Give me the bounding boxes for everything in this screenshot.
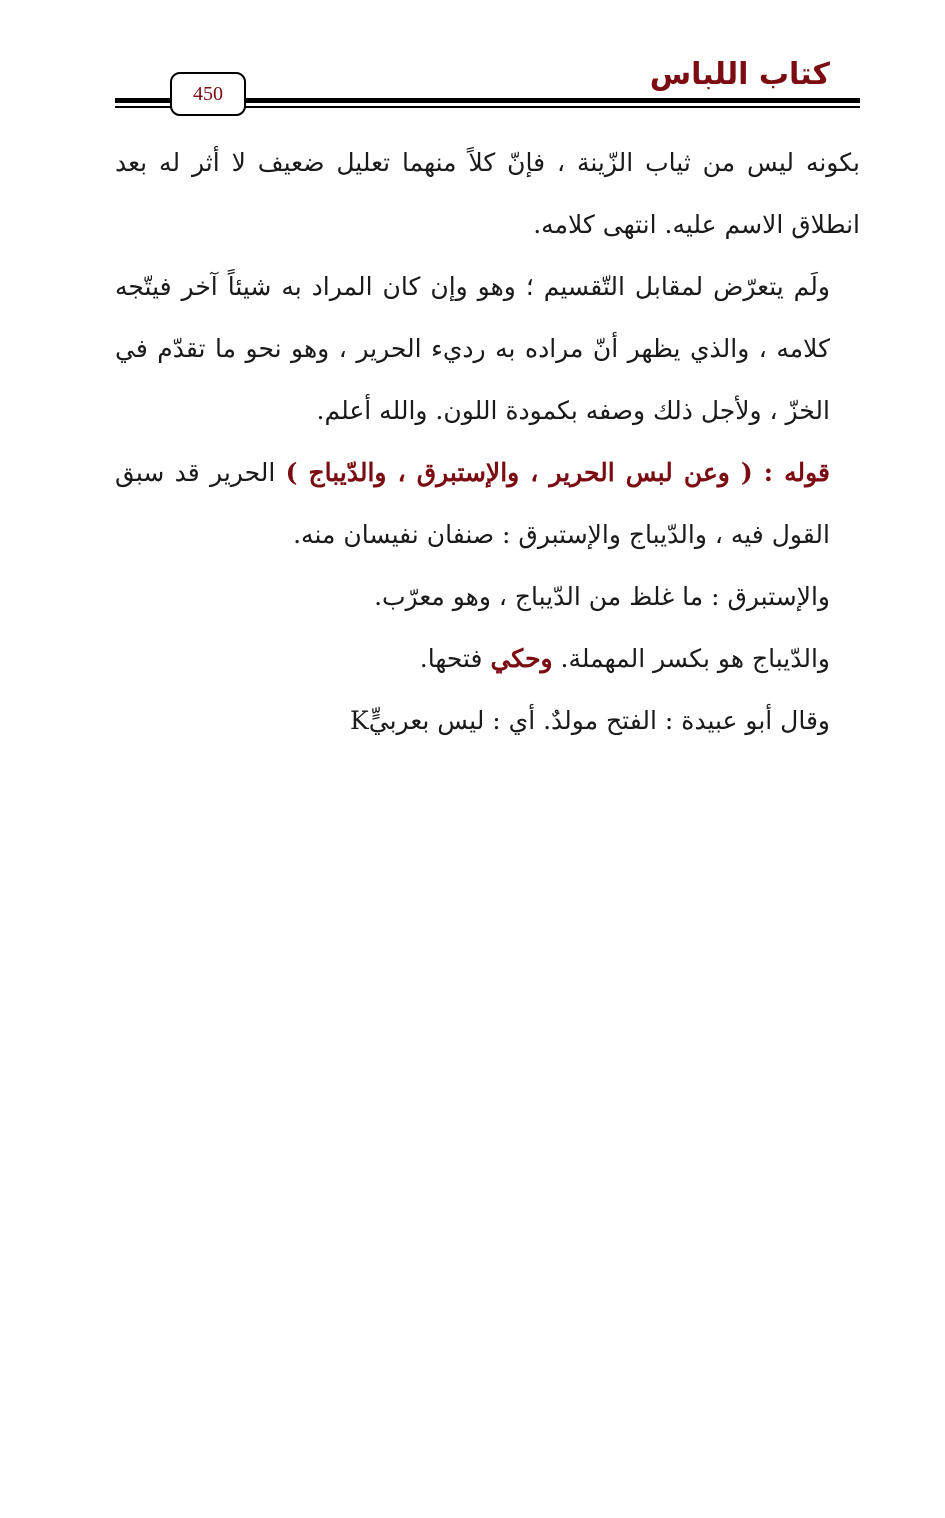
paragraph-6: وقال أبو عبيدة : الفتح مولدٌ. أي : ليس بعربيٍّK [350,706,830,735]
page-number: 450 [170,72,246,116]
paragraph-2: ولَم يتعرّض لمقابل التّقسيم ؛ وهو وإن كان المراد به شيئاً آخر فيتّجه كلامه ، والذي يظهر أنّ مراده به رديء الحرير ، وهو نحو ما تقدّم في الخزّ ، ولأجل ذلك وصفه بكمودة اللون. والله أعلم. [115,272,830,425]
highlighted-word: وحكي [490,644,553,673]
paragraph-5-text-before: والدّيباج هو بكسر المهملة. [552,644,830,673]
book-title: كتاب اللباس [649,57,830,92]
page-header [115,55,860,125]
paragraph-3 [115,442,860,566]
page-body [115,132,860,752]
paragraph-1: بكونه ليس من ثياب الزّينة ، فإنّ كلاً منهما تعليل ضعيف لا أثر له بعد انطلاق الاسم عليه. انتهى كلامه. [115,148,860,239]
paragraph-3-text: الحرير قد سبق القول فيه ، والدّيباج والإستبرق : صنفان نفيسان منه. [115,458,830,549]
paragraph-4: والإستبرق : ما غلظ من الدّيباج ، وهو معرّب. [374,582,830,611]
quoted-text-highlight: قوله : ( وعن لبس الحرير ، والإستبرق ، والدّيباج ) [285,458,830,487]
paragraph-5-text-after: فتحها. [419,644,491,673]
paragraph-5 [115,628,860,690]
